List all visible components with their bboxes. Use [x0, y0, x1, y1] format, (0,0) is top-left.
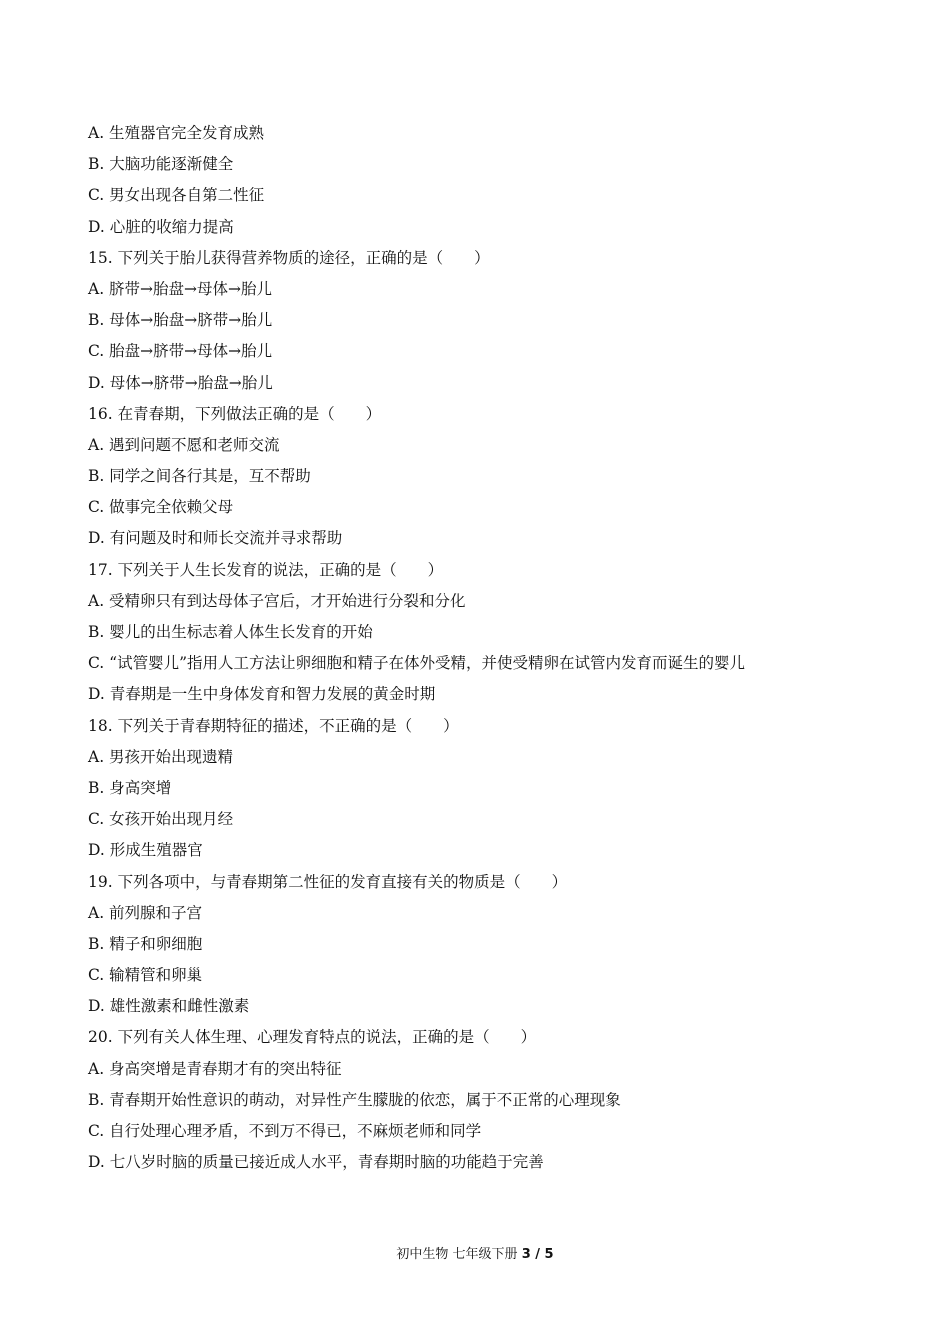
answer-option: C. 自行处理心理矛盾，不到万不得已，不麻烦老师和同学	[88, 1122, 482, 1140]
answer-option: B. 同学之间各行其是，互不帮助	[88, 467, 311, 486]
answer-option: A. 遇到问题不愿和老师交流	[88, 435, 280, 454]
page-footer	[0, 1243, 950, 1262]
question-stem: 20. 下列有关人体生理、心理发育特点的说法，正确的是（ ）	[88, 1028, 537, 1047]
answer-option: D. 形成生殖器官	[88, 841, 203, 860]
answer-option: B. 青春期开始性意识的萌动，对异性产生朦胧的依恋，属于不正常的心理现象	[88, 1090, 621, 1109]
answer-option: C. 输精管和卵巢	[88, 966, 203, 985]
answer-option: B. 婴儿的出生标志着人体生长发育的开始	[88, 623, 373, 641]
answer-option: D. 雄性激素和雌性激素	[88, 997, 250, 1016]
answer-option: B. 母体→胎盘→脐带→胎儿	[88, 311, 273, 330]
answer-option: C. 胎盘→脐带→母体→胎儿	[88, 342, 273, 361]
answer-option: D. 母体→脐带→胎盘→胎儿	[88, 373, 273, 392]
footer-title: 初中生物 七年级下册	[396, 1247, 518, 1262]
answer-option: D. 心脏的收缩力提高	[88, 217, 234, 236]
question-stem: 18. 下列关于青春期特征的描述，不正确的是（ ）	[88, 716, 459, 735]
answer-option: D. 青春期是一生中身体发育和智力发展的黄金时期	[88, 685, 436, 704]
answer-option: A. 脐带→胎盘→母体→胎儿	[88, 279, 273, 298]
answer-option: B. 大脑功能逐渐健全	[88, 155, 234, 174]
answer-option: A. 身高突增是青春期才有的突出特征	[88, 1059, 342, 1078]
question-stem: 19. 下列各项中，与青春期第二性征的发育直接有关的物质是（ ）	[88, 872, 568, 891]
answer-option: A. 生殖器官完全发育成熟	[88, 124, 265, 142]
answer-option: B. 精子和卵细胞	[88, 934, 203, 953]
answer-option: C. 女孩开始出现月经	[88, 810, 234, 829]
answer-option: C. 做事完全依赖父母	[88, 498, 234, 517]
question-list	[88, 118, 878, 1178]
answer-option: C. “试管婴儿”指用人工方法让卵细胞和精子在体外受精，并使受精卵在试管内发育而诞生的婴儿	[88, 654, 746, 673]
answer-option: D. 七八岁时脑的质量已接近成人水平，青春期时脑的功能趋于完善	[88, 1153, 544, 1172]
question-stem: 16. 在青春期，下列做法正确的是（ ）	[88, 404, 382, 423]
answer-option: C. 男女出现各自第二性征	[88, 186, 265, 205]
answer-option: D. 有问题及时和师长交流并寻求帮助	[88, 529, 343, 548]
answer-option: A. 受精卵只有到达母体子宫后，才开始进行分裂和分化	[88, 591, 466, 610]
answer-option: A. 前列腺和子宫	[88, 903, 203, 922]
question-stem: 15. 下列关于胎儿获得营养物质的途径，正确的是（ ）	[88, 248, 490, 267]
answer-option: B. 身高突增	[88, 778, 172, 797]
answer-option: A. 男孩开始出现遗精	[88, 747, 234, 766]
question-stem: 17. 下列关于人生长发育的说法，正确的是（ ）	[88, 560, 444, 579]
page-number: 3 / 5	[521, 1247, 554, 1262]
